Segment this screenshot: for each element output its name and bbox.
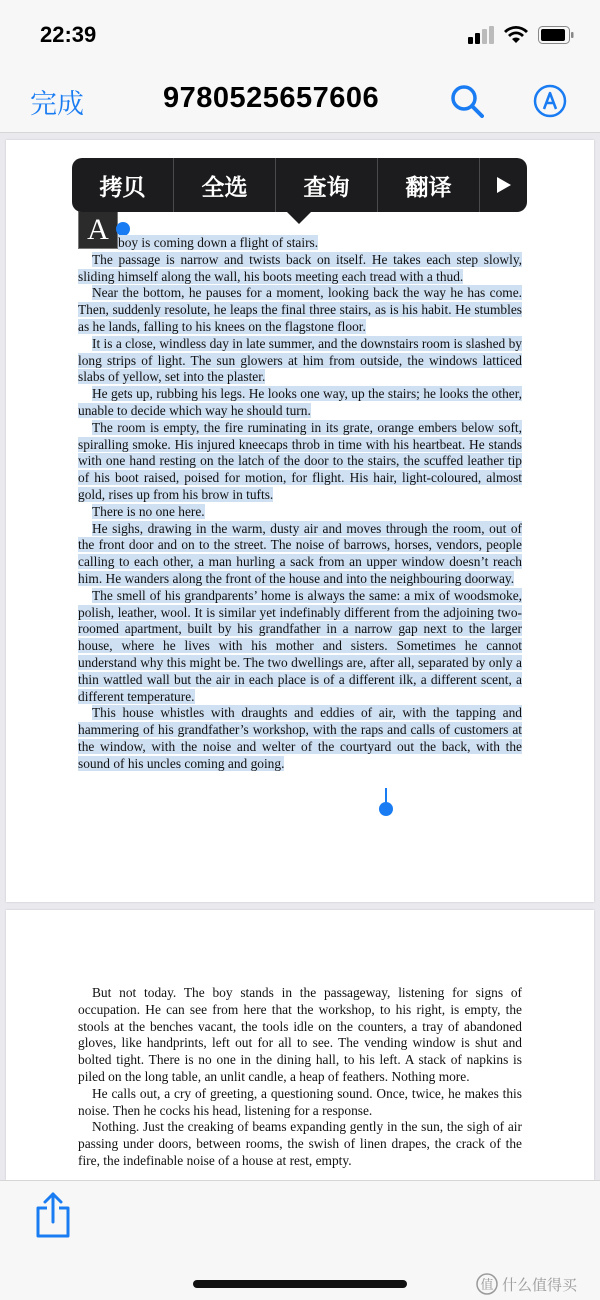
done-button[interactable]: 完成 [30, 89, 84, 120]
play-arrow-icon [496, 176, 512, 194]
select-all-menu-item[interactable]: 全选 [174, 158, 276, 212]
status-time: 22:39 [40, 22, 97, 47]
selection-start-handle[interactable] [116, 222, 130, 236]
paragraph: It is a close, windless day in late summer, and the downstairs room is slashed by long strips of light. The sun glowers at him from outside, the windows latticed slabs of yellow, set into the plaster. [78, 335, 522, 385]
document-title: 9780525657606 [163, 82, 380, 114]
cellular-signal-icon [468, 26, 494, 44]
battery-icon [538, 26, 574, 44]
share-button[interactable] [34, 1191, 72, 1244]
paragraph: Near the bottom, he pauses for a moment, looking back the way he has come. Then, suddenly resolute, he leaps the final three stairs, as is his habit. He stumbles as he lands, falling to his knees on the flagstone floor. [78, 285, 522, 334]
paragraph: The smell of his grandparents’ home is always the same: a mix of woodsmoke, polish, leather, wool. It is similar yet indefinably different from the adjoining two-roomed apartment, built by his grandfather in a narrow gap next to the larger house, where he lives with his mother and sisters. Sometimes he cannot understand why this might be. The two dwellings are, after all, separated by only a thin wattled wall but the air in each place is of a different ilk, a different scent, a different temperature. [78, 587, 522, 704]
pdf-page-1[interactable] [6, 140, 594, 902]
paragraph: He sighs, drawing in the warm, dusty air and moves through the room, out of the front door and on to the street. The noise of barrows, horses, vendors, people calling to each other, a man hurling a sack from an upper window doesn’t reach him. He wanders along the front of the house and into the neighbouring doorway. [78, 520, 522, 586]
more-menu-button[interactable] [480, 158, 527, 212]
paragraph: The passage is narrow and twists back on itself. He takes each step slowly, sliding himself along the wall, his boots meeting each tread with a thud. [78, 251, 522, 284]
paragraph: But not today. The boy stands in the passageway, listening for signs of occupation. He can see from here that the workshop, to his right, is empty, the stools at the benches vacant, the tools idle on the counters, a tray of abandoned gloves, like handprints, left out for all to see. The vending window is shut and bolted tight. There is no one in the dining hall, to his left. A stack of napkins is piled on the long table, an unlit candle, a heap of feathers. Nothing more. [78, 985, 522, 1084]
wifi-icon [504, 26, 528, 44]
search-icon [450, 84, 484, 118]
nav-bar [0, 68, 600, 133]
translate-menu-item[interactable]: 翻译 [378, 158, 480, 212]
status-bar [0, 0, 600, 68]
copy-menu-item[interactable]: 拷贝 [72, 158, 174, 212]
page-2-text[interactable] [78, 985, 522, 1170]
paragraph: He gets up, rubbing his legs. He looks one way, up the stairs; he looks the other, unable to decide which way he should turn. [78, 386, 522, 418]
markup-pen-icon [533, 84, 567, 118]
watermark-logo-icon [476, 1273, 498, 1295]
watermark [476, 1273, 577, 1295]
search-button[interactable] [450, 84, 484, 123]
home-indicator[interactable] [193, 1280, 407, 1288]
menu-pointer [286, 211, 312, 224]
selection-end-handle[interactable] [379, 802, 393, 816]
paragraph: He calls out, a cry of greeting, a questioning sound. Once, twice, he makes this noise. Then he cocks his head, listening for a response. [78, 1085, 522, 1118]
markup-button[interactable] [533, 84, 567, 123]
paragraph: The room is empty, the fire ruminating in its grate, orange embers below soft, spiralling smoke. His injured kneecaps throb in time with his heartbeat. He stands with one hand resting on the latch of the door to the stairs, the scuffed leather tip of his boot raised, poised for motion, for flight. His hair, light-coloured, almost gold, rises up from his brow in tufts. [78, 419, 522, 502]
paragraph: boy is coming down a flight of stairs. [118, 235, 319, 250]
paragraph: This house whistles with draughts and eddies of air, with the tapping and hammering of his grandfather’s workshop, with the raps and calls of customers at the window, with the noise and welter of the courtyard out the back, with the sound of his uncles coming and going. [78, 705, 522, 771]
paragraph: There is no one here. [92, 503, 205, 519]
dropcap-image: A [78, 211, 118, 249]
bottom-toolbar [0, 1180, 600, 1300]
share-icon [34, 1191, 72, 1239]
watermark-text: 什么值得买 [502, 1275, 578, 1294]
pdf-page-2[interactable] [6, 910, 594, 1180]
page-1-text[interactable] [78, 235, 522, 773]
look-up-menu-item[interactable]: 查询 [276, 158, 378, 212]
text-selection-menu [72, 158, 527, 212]
svg-text:值: 值 [480, 1278, 494, 1293]
status-icons [468, 26, 574, 44]
paragraph: Nothing. Just the creaking of beams expanding gently in the sun, the sigh of air passing under doors, between rooms, the swish of linen drapes, the crack of the fire, the indefinable noise of a house at rest, empty. [78, 1119, 522, 1168]
